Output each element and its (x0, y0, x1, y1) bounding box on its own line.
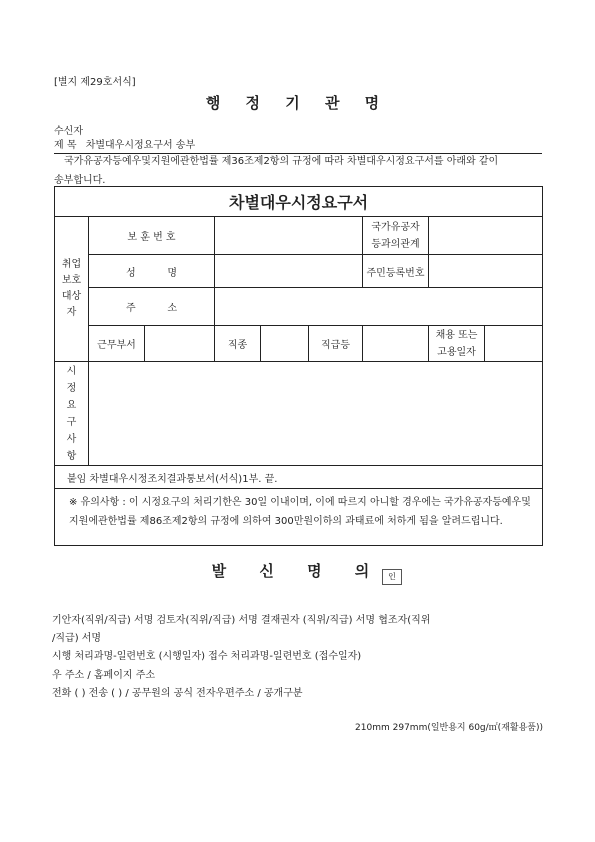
footer-approval-line: 기안자(직위/직급) 서명 검토자(직위/직급) 서명 결재권자 (직위/직급) 서명 협조자(직위 (52, 615, 431, 626)
subject-value: 차별대우시정요구서 송부 (85, 140, 196, 151)
subject-label: 제 목 (54, 140, 77, 151)
agency-title: 행 정 기 관 명 (205, 94, 390, 112)
request-form-table (54, 186, 543, 546)
correction-request-label: 시정요구사항 (55, 362, 89, 466)
recipient-label: 수신자 (54, 126, 83, 137)
job-type-field[interactable] (261, 326, 309, 362)
body-text: 국가유공자등예우및지원에관한법률 제36조제2항의 규정에 따라 차별대우시정요구서를 아래와 같이 송부합니다. (54, 156, 499, 186)
sender-title: 발 신 명 의 (211, 562, 384, 580)
department-label: 근무부서 (89, 326, 145, 362)
hire-date-field[interactable] (485, 326, 543, 362)
seal-box: 인 (382, 569, 402, 585)
section-label-target: 취업보호대상자 (55, 217, 89, 362)
table-title: 차별대우시정요구서 (55, 187, 543, 217)
relation-label: 국가유공자 등과의관계 (363, 217, 429, 255)
notice-text: ※ 유의사항 : 이 시정요구의 처리기한은 30일 이내이며, 이에 따르지 아니할 경우에는 국가유공자등예우및지원에관한법률 제86조제2항의 규정에 의하여 300만원이하의 과태료에 처하게 됨을 알려드립니다. (55, 489, 543, 546)
veteran-number-label: 보 훈 번 호 (89, 217, 215, 255)
address-field[interactable] (215, 288, 543, 326)
correction-request-field[interactable] (89, 362, 543, 466)
relation-field[interactable] (429, 217, 543, 255)
department-field[interactable] (145, 326, 215, 362)
rrn-field[interactable] (429, 255, 543, 288)
paper-size-note: 210mm 297mm(일반용지 60g/㎡(재활용품)) (355, 723, 543, 733)
footer-enforcement-line: 시행 처리과명-일련번호 (시행일자) 접수 처리과명-일련번호 (접수일자) (52, 651, 362, 662)
footer-approval-line-2: /직급) 서명 (52, 633, 102, 644)
footer-address-line: 우 주소 / 홈페이지 주소 (52, 670, 156, 681)
name-label: 성 명 (89, 255, 215, 288)
name-field[interactable] (215, 255, 363, 288)
address-label: 주 소 (89, 288, 215, 326)
grade-label: 직급등 (309, 326, 363, 362)
attachment-line: 붙임 차별대우시정조치결과통보서(서식)1부. 끝. (55, 466, 543, 489)
footer-contact-line: 전화 ( ) 전송 ( ) / 공무원의 공식 전자우편주소 / 공개구분 (52, 688, 303, 699)
veteran-number-field[interactable] (215, 217, 363, 255)
rrn-label: 주민등록번호 (363, 255, 429, 288)
job-type-label: 직종 (215, 326, 261, 362)
hire-date-label: 채용 또는 고용일자 (429, 326, 485, 362)
grade-field[interactable] (363, 326, 429, 362)
form-number: [별지 제29호서식] (54, 77, 136, 88)
